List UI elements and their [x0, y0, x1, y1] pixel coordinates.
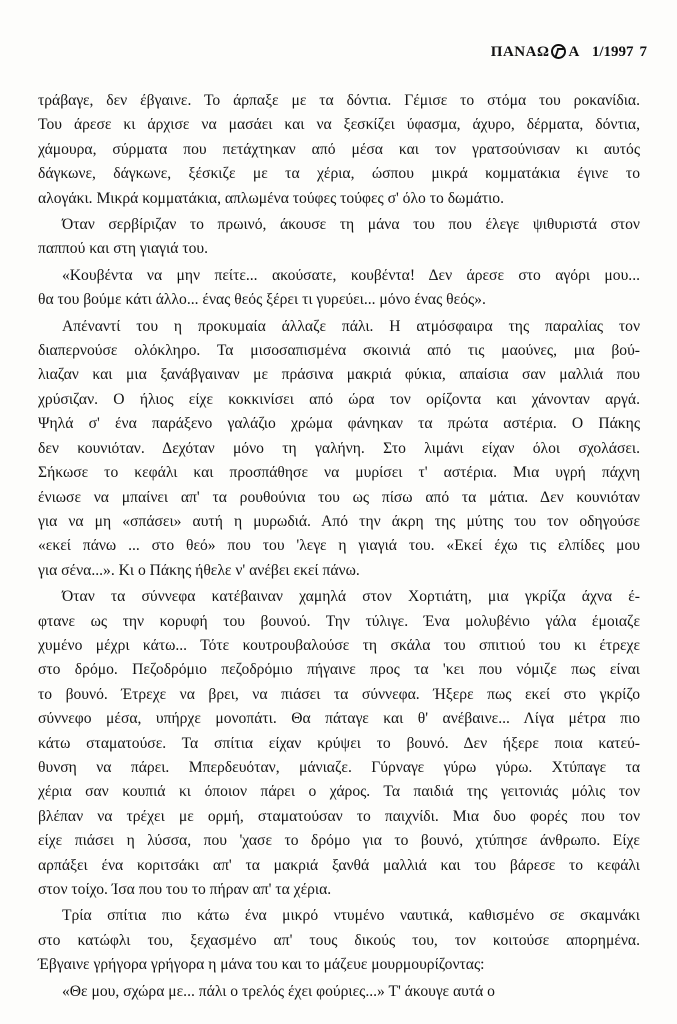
text-line: Όταν σερβίριζαν το πρωινό, άκουσε τη μάνα του που έλεγε ψιθυριστά στον: [62, 216, 640, 234]
text-line: στο δρόμο. Πεζοδρόμιο πεζοδρόμιο πήγαινε προς τα 'κει που νόμιζε πως είναι: [38, 661, 640, 679]
text-line: το βουνό. Έτρεχε να βρει, να πιάσει τα σύννεφα. Ήξερε πως εκεί στο γκρίζο: [38, 685, 640, 703]
paragraph: [38, 264, 640, 313]
text-line: Έβγαινε γρήγορα γρήγορα η μάνα του και το μάζευε μουρμουρίζοντας:: [38, 956, 485, 974]
issue-number: 1/1997: [591, 44, 634, 60]
magazine-logo-icon: [551, 44, 566, 59]
paragraph: [38, 213, 640, 262]
text-line: αλογάκι. Μικρά κομματάκια, απλωμένα τούφες τούφες σ' όλο το δωμάτιο.: [38, 189, 505, 207]
text-line: Όταν τα σύννεφα κατέβαιναν χαμηλά στον Χορτιάτη, μια γκρίζα άχνα έ-: [62, 588, 640, 606]
text-line: παππού και στη γιαγιά του.: [38, 240, 209, 258]
text-line: στο κατώφλι του, ξεχασμένο απ' τους δικούς του, τον κοιτούσε απορημένα.: [38, 931, 640, 949]
text-line: τράβαγε, δεν έβγαινε. Το άρπαξε με τα δόντια. Γέμισε το στόμα του ροκανίδια.: [38, 92, 640, 109]
text-line: δεν κουνιόταν. Δεχόταν μόνο τη γαλήνη. Στο λιμάνι είχαν όλοι σχολάσει.: [38, 439, 640, 457]
text-line: δάγκωνε, δάγκωνε, ξέσκιζε με τα χέρια, ώσπου μικρά κομματάκια έγινε το: [38, 165, 640, 183]
text-line: είχε πιάσει η λύσσα, που 'χασε το δρόμο για το βουνό, χτύπησε άνθρωπο. Είχε: [38, 832, 640, 850]
text-line: Τρία σπίτια πιο κάτω ένα μικρό ντυμένο ναυτικά, καθισμένο σε σκαμνάκι: [62, 907, 640, 925]
text-line: για να μη «σπάσει» αυτή η μυρωδιά. Από την άκρη της μύτης του τον οδηγούσε: [38, 512, 640, 530]
paragraph: [38, 980, 640, 1004]
text-line: «Θε μου, σχώρα με... πάλι ο τρελός έχει φούριες...» Τ' άκουγε αυτά ο: [62, 982, 495, 1000]
text-line: βλέπαν να τρέχει με ορμή, σταματούσαν το παιχνίδι. Μια δυο φορές που τον: [38, 807, 640, 825]
text-line: στον τοίχο. Ίσα που του το πήραν απ' τα χέρια.: [38, 881, 332, 898]
magazine-title-prefix: ΠΑΝΑΩ: [490, 44, 550, 60]
paragraph: [38, 904, 640, 977]
text-line: χάμουρα, σύρματα που πετάχτηκαν από μέσα και τον γρατσούνισαν κι αυτός: [38, 140, 640, 158]
magazine-title-suffix: Α: [568, 44, 580, 60]
running-header: [491, 44, 647, 61]
text-line: αρπάξει ένα κοριτσάκι απ' τα μακριά ξανθά μαλλιά και του βάρεσε το κεφάλι: [38, 856, 640, 874]
body-text: [38, 89, 640, 1004]
page-number: 7: [639, 44, 647, 60]
text-line: φτανε ως την κορυφή του βουνού. Την τύλιγε. Ένα μολυβένιο γάλα έμοιαζε: [38, 612, 640, 630]
text-line: διαπερνούσε ολόκληρο. Τα μισοσαπισμένα σκοινιά από τις μαούνες, μια βού-: [38, 342, 640, 360]
text-line: λιαζαν και μια ξανάβγαιναν με πράσινα μακριά φύκια, απαίσια σαν μαλλιά που: [38, 366, 640, 384]
paragraph: [38, 89, 640, 211]
text-line: θυνση να πάρει. Μπερδευόταν, μάνιαζε. Γύρναγε γύρω γύρω. Χτύπαγε τα: [38, 758, 640, 776]
text-line: «εκεί πάνω ... στο θεό» που του 'λεγε η γιαγιά του. «Εκεί έχω τις ελπίδες μου: [38, 537, 640, 555]
text-line: ένιωσε να μπαίνει απ' τα ρουθούνια του ως πίσω από τα μάτια. Δεν κουνιόταν: [38, 488, 640, 506]
text-line: Του άρεσε κι άρχισε να μασάει και να ξεσκίζει ύφασμα, άχυρο, δέρματα, δόντια,: [38, 116, 640, 134]
magazine-title: [491, 44, 580, 60]
text-line: Σήκωσε το κεφάλι και προσπάθησε να μυρίσει τ' αστέρια. Μια υγρή πάχνη: [38, 464, 640, 482]
text-line: θα του βούμε κάτι άλλο... ένας θεός ξέρει τι γυρεύει... μόνο ένας θεός».: [38, 291, 486, 309]
text-line: χρύσιζαν. Ο ήλιος είχε κοκκινίσει από ώρα τον ορίζοντα και χάνονταν αργά.: [38, 390, 640, 408]
text-line: Απέναντί του η προκυμαία άλλαζε πάλι. Η ατμόσφαιρα της παραλίας τον: [62, 317, 640, 335]
text-line: χέρια σαν κουπιά κι όποιον πάρει ο χάρος. Τα παιδιά της γειτονιάς μόλις τον: [38, 783, 640, 801]
text-line: «Κουβέντα να μην πείτε... ακούσατε, κουβέντα! Δεν άρεσε στο αγόρι μου...: [62, 266, 640, 284]
text-line: σύννεφο μέσα, υπήρχε μονοπάτι. Θα πάταγε και θ' ανέβαινε... Λίγα μέτρα πιο: [38, 710, 640, 728]
paragraph: [38, 585, 640, 902]
text-line: κάτω σταματούσε. Τα σπίτια είχαν κρύψει το βουνό. Δεν ήξερε ποια κατεύ-: [38, 734, 640, 752]
text-line: για σένα...». Κι ο Πάκης ήθελε ν' ανέβει εκεί πάνω.: [38, 561, 360, 579]
text-line: Ψηλά σ' ένα παράξενο γαλάζιο χρώμα φάνηκαν τα πρώτα αστέρια. Ο Πάκης: [38, 415, 640, 433]
text-line: χυμένο μέχρι κάτω... Τότε κουτρουβαλούσε τη σκάλα του σπιτιού του κι έτρεχε: [38, 636, 640, 654]
paragraph: [38, 315, 640, 583]
